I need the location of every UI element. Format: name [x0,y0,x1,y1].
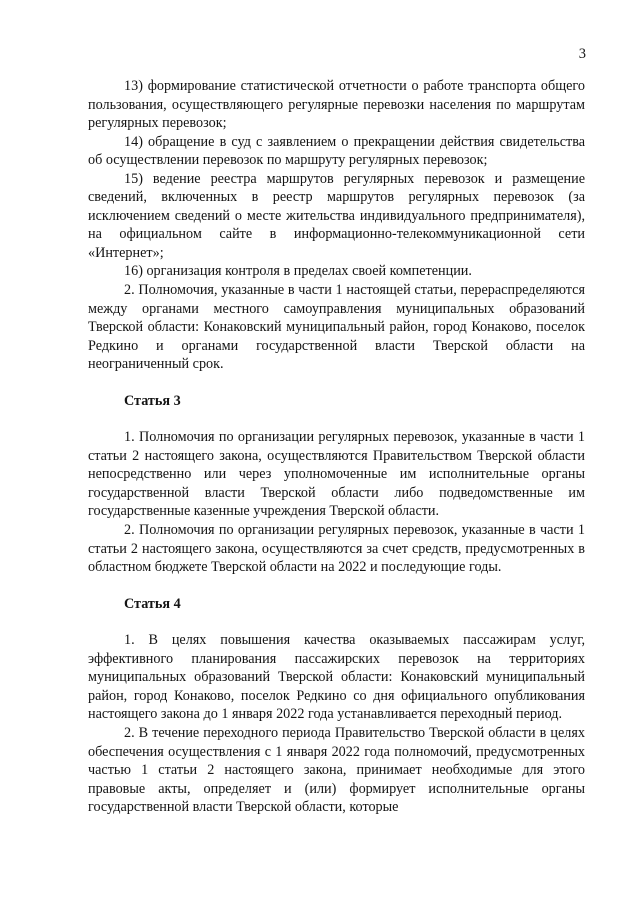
article-3-part-2: 2. Полномочия по организации регулярных перевозок, указанные в части 1 статьи 2 настоящего закона, осуществляются за счет средств, предусмотренных в областном бюджете Тверской области на 2022 и последующие годы. [88,522,585,576]
article-4-part-2: 2. В течение переходного периода Правительство Тверской области в целях обеспечения осуществления с 1 января 2022 года полномочий, предусмотренных частью 1 статьи 2 настоящего закона, принимает необходимые для этого правовые акты, определяет и (или) формирует исполнительные органы государственной власти Тверской области, которые [88,724,585,816]
paragraph-item-15: 15) ведение реестра маршрутов регулярных перевозок и размещение сведений, включенных в реестр маршрутов регулярных перевозок (за исключением сведений о месте жительства индивидуального предпринимателя), на официальном сайте в информационно-телекоммуникационной сети «Интернет»; [88,170,585,261]
article-3-heading: Статья 3 [124,392,181,409]
article-4-heading: Статья 4 [124,595,181,612]
paragraph-item-13: 13) формирование статистической отчетности о работе транспорта общего пользования, осуществляющего регулярные перевозки населения по маршрутам регулярных перевозок; [88,78,585,132]
document-body [88,77,585,817]
paragraph-part-2: 2. Полномочия, указанные в части 1 настоящей статьи, перераспределяются между органами местного самоуправления муниципальных образований Тверской области: Конаковский муниципальный район, город Конаково, поселок Редкино и органами государственной власти Тверской области на неограниченный срок. [88,282,585,373]
article-3-part-1: 1. Полномочия по организации регулярных перевозок, указанные в части 1 статьи 2 настоящего закона, осуществляются Правительством Тверской области непосредственно или через уполномоченные им исполнительные органы государственной власти Тверской области либо подведомственные им государственные казенные учреждения Тверской области. [88,429,585,520]
paragraph-item-14: 14) обращение в суд с заявлением о прекращении действия свидетельства об осуществлении перевозок по маршруту регулярных перевозок; [88,133,585,169]
paragraph-item-16: 16) организация контроля в пределах своей компетенции. [124,263,472,280]
page-number: 3 [578,46,586,62]
article-4-part-1: 1. В целях повышения качества оказываемых пассажирам услуг, эффективного планирования пассажирских перевозок на территориях муниципальных образований Тверской области: Конаковский муниципальный район, город Конаково, поселок Редкино со дня официального опубликования настоящего закона до 1 января 2022 года устанавливается переходный период. [88,632,585,723]
